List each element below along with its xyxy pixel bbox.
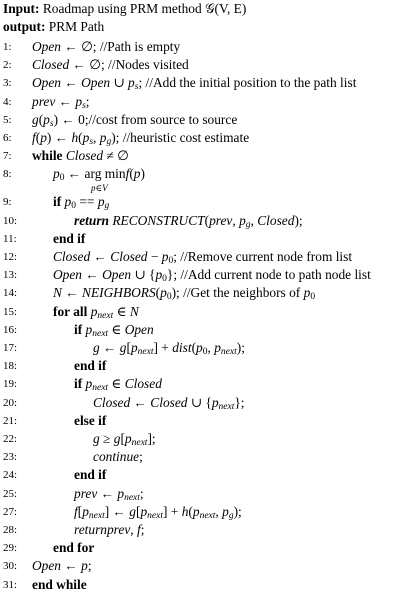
line-code: else if [74,412,107,428]
line-code: end while [32,576,87,592]
line-number: 12: [3,251,18,263]
line-code: while Closed ≠ ∅ [32,148,129,164]
line-number: 11: [3,232,17,245]
algorithm-line [0,321,418,339]
line-code: $g(p_s)$ ← 0;//cost from source to source [32,111,238,129]
line-code: $f[p_{next}]$ ← $g[p_{next}] + h(p_{next}$, $p_g$); [74,503,242,521]
input-text: Roadmap using PRM method 𝒢(V, E) [42,1,247,16]
line-number: 6: [3,132,12,144]
algorithm-line [0,284,418,302]
algorithm-line [0,248,418,266]
line-code: $p_0$ ← arg minf(p) [53,166,145,184]
output-text: PRM Path [48,19,105,34]
algorithm-line [0,485,418,503]
line-code: end if [53,230,86,246]
output-line [3,18,104,36]
algorithm-line [0,111,418,129]
output-label: output: [3,19,46,34]
line-code: Open ← Open ∪ $\{p_0\}$; //Add current node to path node list [53,267,371,285]
line-number: 18: [3,360,18,373]
algorithm-line [0,129,418,147]
line-number: 21: [3,414,18,427]
line-code: Open ← Open ∪ $p_s$; //Add the initial position to the path list [32,75,357,93]
algorithm-line [0,539,418,557]
line-code: Open ← ∅; //Path is empty [32,39,181,54]
line-code: prev ← $p_{next}$; [74,485,144,503]
line-number: 4: [3,95,12,108]
line-number: 28: [3,524,18,536]
line-number: 15: [3,305,18,318]
algorithm-line [0,430,418,448]
line-number: 2: [3,59,12,72]
algorithm-line [0,74,418,92]
algorithm-line [0,521,418,539]
algorithm-line [0,412,418,430]
algorithm-line [0,357,418,375]
line-number: 29: [3,542,18,555]
line-number: 25: [3,487,18,500]
algorithm-line [0,165,418,193]
line-number: 7: [3,150,12,163]
algorithm-line [0,38,418,56]
line-code: $g \ge g[p_{next}]$; [93,431,156,448]
line-number: 13: [3,269,18,282]
line-code: Closed ← ∅; //Nodes visited [32,57,189,73]
line-code: Closed ← Closed − $p_0$; //Remove current node from list [53,249,353,266]
algorithm-line [0,230,418,248]
line-number: 22: [3,433,18,445]
line-number: 23: [3,451,18,464]
algorithm-line [0,266,418,284]
line-code: if $p_{next}$ ∈ Open [74,321,154,339]
line-code: prev ← $p_s$; [32,93,90,111]
line-number: 14: [3,287,18,300]
algorithm-line [0,394,418,412]
algorithm-line [0,576,418,594]
line-number: 31: [3,578,18,591]
line-number: 19: [3,378,18,391]
line-number: 20: [3,396,18,409]
line-code: g ← $g[p_{next}]$ + $dist(p_0$, $p_{next}$); [93,340,245,357]
algorithm-line [0,375,418,393]
line-number: 8: [3,168,12,181]
line-number: 16: [3,323,18,336]
line-code: if $p_{next}$ ∈ Closed [74,376,162,394]
line-code: end if [74,358,107,374]
algorithm-line [0,448,418,466]
line-code: N ← $NEIGHBORS(p_0)$; //Get the neighbors of $p_0$ [53,285,316,303]
line-code: continue; [93,449,143,465]
line-code: end if [74,467,107,483]
line-number: 1: [3,41,12,53]
line-code: Closed ← Closed ∪ $\{p_{next}\}$; [93,394,245,412]
input-line [3,0,246,18]
line-code: end for [53,540,95,556]
line-code: f(p) ← $h(p_s$, $p_g$); //heuristic cost estimate [32,130,250,147]
line-number: 30: [3,560,18,573]
line-number: 17: [3,342,18,354]
algorithm-line [0,466,418,484]
algorithm-line [0,303,418,321]
line-number: 27: [3,505,18,518]
line-number: 24: [3,469,18,482]
line-code: for all $p_{next}$ ∈ N [53,303,139,321]
line-number: 5: [3,113,12,126]
algorithm-line [0,193,418,211]
input-label: Input: [3,1,40,16]
line-code: return RECONSTRUCT(prev, $p_g$, Closed); [74,212,303,230]
algorithm-line [0,503,418,521]
algorithm-line [0,557,418,575]
algorithm-line [0,339,418,357]
line-code: returnprev, f; [74,522,145,537]
algorithm-line [0,93,418,111]
algorithm-line [0,212,418,230]
algorithm-line [0,56,418,74]
line-number: 10: [3,214,18,227]
line-code: if $p_0 == p_g$ [53,194,110,212]
line-number: 9: [3,196,12,209]
line-number: 3: [3,77,12,90]
argmin-subscript: p∈V [91,183,108,194]
algorithm-line [0,147,418,165]
line-code: Open ← p; [32,558,92,574]
